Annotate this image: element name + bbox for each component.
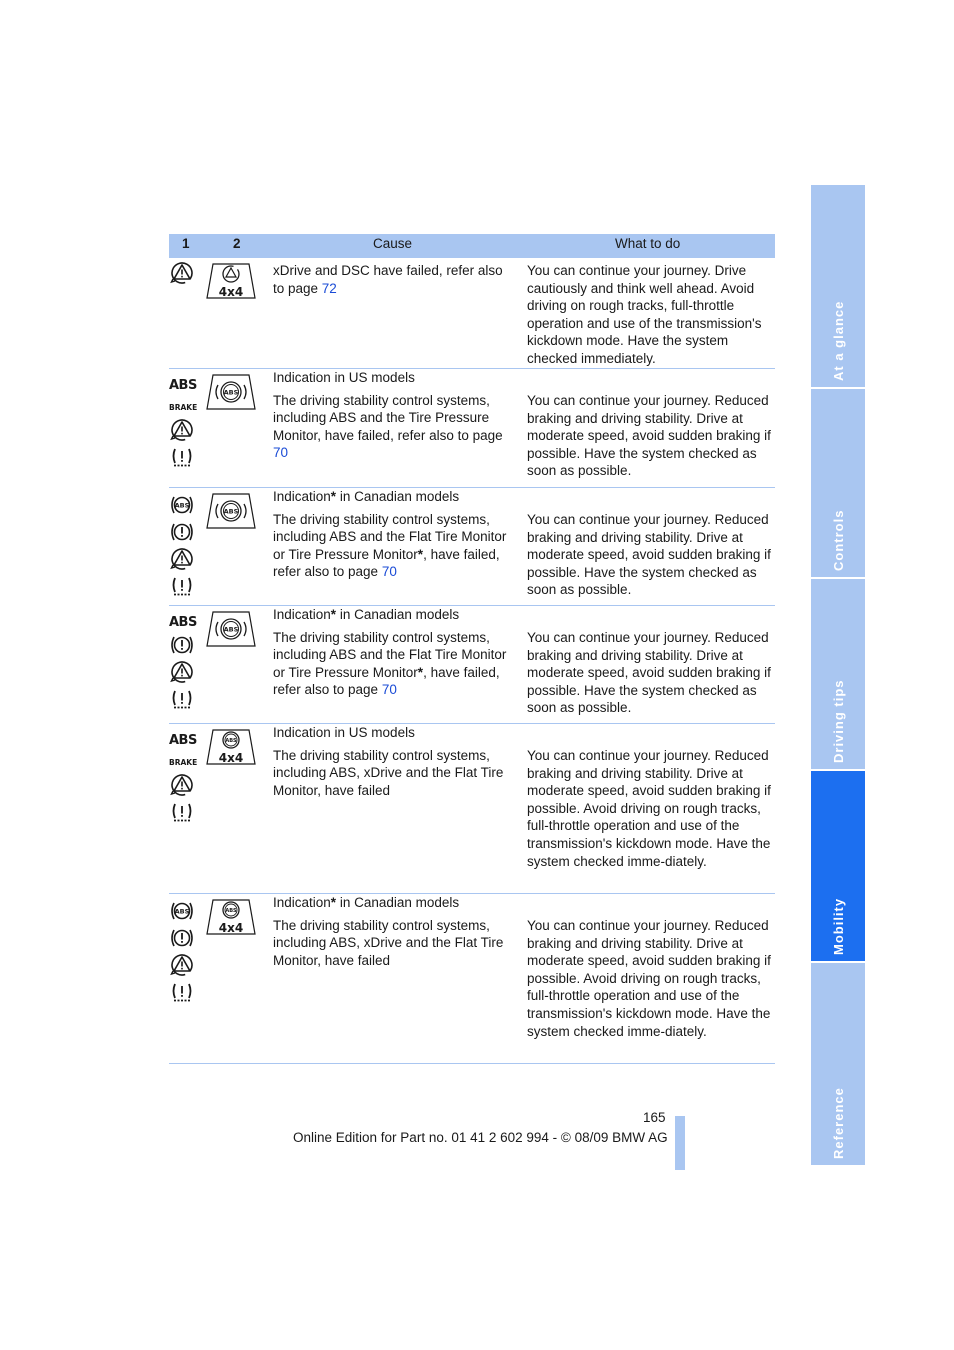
cause-cell [273, 488, 517, 581]
xdrive-triangle-display-icon [205, 262, 257, 300]
page-number: 165 [643, 1110, 666, 1125]
row-heading [273, 606, 517, 624]
tire-pressure-warning-icon [169, 446, 195, 468]
what-to-do-text: You can continue your journey. Reduced braking and driving stability. Drive at moderate speed, avoid sudden braking if possible. Have the system checked as soon as possible. [527, 512, 771, 598]
tab-at-a-glance[interactable] [811, 185, 865, 387]
header-col1: 1 [182, 236, 190, 251]
page-reference-link[interactable]: 70 [381, 682, 397, 698]
indicator-lamps [169, 375, 201, 468]
cause-cell [273, 262, 517, 297]
abs-label: ABS [225, 738, 237, 745]
abs-lamp-icon: ABS [169, 733, 197, 748]
tab-controls[interactable] [811, 389, 865, 577]
cause-text: The driving stability control systems, including ABS and the Tire Pressure Monitor, have failed, refer also to page [273, 392, 503, 443]
control-display-symbol [205, 373, 259, 411]
abs-xdrive-display-icon [205, 898, 257, 936]
page-reference-link[interactable]: 70 [273, 445, 289, 461]
abs-label: ABS [223, 625, 239, 634]
tab-label: At a glance [831, 300, 846, 381]
what-to-do-text: You can continue your journey. Drive cautiously and think well ahead. Avoid driving on rough tracks, full-throttle operation and use of the transmission's kickdown mode. Have the system checked immediately. [527, 263, 762, 366]
heading-text: in Canadian models [336, 895, 460, 910]
tire-pressure-warning-icon [169, 688, 195, 710]
indicator-lamps [169, 730, 201, 823]
what-to-do-text: You can continue your journey. Reduced braking and driving stability. Drive at moderate speed, avoid sudden braking if possible. Have the system checked as soon as possible. [527, 630, 771, 716]
tab-label: Reference [831, 1087, 846, 1159]
optional-equipment-star: * [417, 546, 424, 562]
indicator-lamps [169, 494, 201, 597]
xdrive-label: 4x4 [218, 751, 244, 765]
indicator-lamps [169, 612, 201, 710]
page-reference-link[interactable]: 72 [321, 280, 337, 296]
table-header [169, 234, 775, 258]
control-display-symbol [205, 262, 259, 300]
header-what-to-do: What to do [615, 236, 681, 251]
tire-pressure-warning-icon [169, 575, 195, 597]
what-to-do-cell [527, 392, 773, 480]
optional-equipment-star: * [330, 607, 337, 622]
abs-lamp-icon: ABS [169, 378, 197, 393]
row-heading: Indication in US models [273, 725, 415, 740]
what-to-do-text: You can continue your journey. Reduced braking and driving stability. Drive at moderate speed, avoid sudden braking if possible. Have the system checked as soon as possible. [527, 393, 771, 479]
abs-circle-lamp-icon [169, 494, 195, 516]
tire-pressure-warning-icon [169, 981, 195, 1003]
abs-circle-lamp-icon [169, 900, 195, 922]
heading-text: Indication [273, 607, 331, 622]
optional-equipment-star: * [330, 895, 337, 910]
tab-reference[interactable] [811, 963, 865, 1165]
stability-warning-triangle-icon [169, 774, 195, 796]
abs-label: ABS [223, 507, 239, 516]
chapter-tabs [811, 185, 865, 1165]
warning-table [169, 234, 775, 1064]
what-to-do-cell [527, 511, 773, 599]
tab-mobility[interactable] [811, 771, 865, 961]
header-col2: 2 [233, 236, 241, 251]
cause-text: The driving stability control systems, including ABS, xDrive and the Flat Tire Monitor, have failed [273, 747, 504, 798]
cause-cell [273, 369, 517, 462]
abs-xdrive-display-icon [205, 728, 257, 766]
stability-warning-triangle-icon [169, 419, 195, 441]
what-to-do-cell [527, 917, 773, 1040]
what-to-do-text: You can continue your journey. Reduced braking and driving stability. Drive at moderate speed, avoid sudden braking if possible. Avoid driving on rough tracks, full-throttle operation and use of the transmission's kickdown mode. Have the system checked imme-diately. [527, 748, 771, 869]
xdrive-label: 4x4 [218, 285, 244, 299]
stability-warning-triangle-icon [169, 954, 195, 976]
row-heading: Indication in US models [273, 370, 415, 385]
table-row [169, 606, 775, 724]
cause-text: xDrive and DSC have failed, refer also to page [273, 263, 503, 296]
heading-text: Indication [273, 895, 331, 910]
heading-text: in Canadian models [336, 607, 460, 622]
abs-label: ABS [225, 908, 237, 915]
table-row [169, 488, 775, 606]
control-display-symbol [205, 728, 259, 766]
tab-driving-tips[interactable] [811, 579, 865, 769]
cause-text: , have failed, refer also to page [273, 546, 500, 580]
row-heading [273, 488, 517, 506]
abs-display-icon [205, 373, 257, 411]
control-display-symbol [205, 898, 259, 936]
indicator-lamps [169, 262, 201, 284]
cause-cell [273, 724, 517, 799]
cause-cell [273, 606, 517, 699]
what-to-do-cell [527, 262, 773, 368]
abs-display-icon [205, 610, 257, 648]
cause-text: The driving stability control systems, including ABS, xDrive and the Flat Tire Monitor, have failed [273, 917, 504, 968]
control-display-symbol [205, 492, 259, 530]
cause-text: , have failed, refer also to page [273, 664, 500, 698]
what-to-do-cell [527, 747, 773, 870]
row-heading [273, 894, 517, 912]
abs-lamp-icon: ABS [169, 615, 197, 630]
footer-accent-bar [675, 1116, 685, 1170]
tab-label: Driving tips [831, 679, 846, 763]
table-row [169, 724, 775, 894]
table-row [169, 369, 775, 488]
xdrive-label: 4x4 [218, 921, 244, 935]
what-to-do-text: You can continue your journey. Reduced braking and driving stability. Drive at moderate speed, avoid sudden braking if possible. Avoid driving on rough tracks, full-throttle operation and use of the transmission's kickdown mode. Have the system checked imme-diately. [527, 918, 771, 1039]
control-display-symbol [205, 610, 259, 648]
brake-lamp-icon: BRAKE [169, 403, 198, 412]
optional-equipment-star: * [417, 664, 424, 680]
brake-lamp-icon: BRAKE [169, 758, 198, 767]
tab-label: Controls [831, 509, 846, 571]
stability-warning-triangle-icon [169, 548, 195, 570]
heading-text: in Canadian models [336, 489, 460, 504]
table-row [169, 894, 775, 1064]
stability-warning-triangle-icon [169, 262, 195, 284]
table-row [169, 258, 775, 369]
tire-pressure-warning-icon [169, 801, 195, 823]
cause-cell [273, 894, 517, 969]
tab-label: Mobility [831, 897, 846, 955]
header-cause: Cause [373, 236, 413, 251]
indicator-lamps [169, 900, 201, 1003]
what-to-do-cell [527, 629, 773, 717]
stability-warning-triangle-icon [169, 661, 195, 683]
abs-display-icon [205, 492, 257, 530]
cause-text: The driving stability control systems, including ABS and the Flat Tire Monitor or Tire Pressure Monitor [273, 629, 507, 680]
brake-warning-circle-icon [169, 521, 195, 543]
brake-warning-circle-icon [169, 634, 195, 656]
page-reference-link[interactable]: 70 [381, 564, 397, 580]
edition-notice: Online Edition for Part no. 01 41 2 602 994 - © 08/09 BMW AG [293, 1130, 668, 1145]
cause-text: The driving stability control systems, including ABS and the Flat Tire Monitor or Tire Pressure Monitor [273, 511, 507, 562]
optional-equipment-star: * [330, 489, 337, 504]
heading-text: Indication [273, 489, 331, 504]
abs-label: ABS [223, 388, 239, 397]
brake-warning-circle-icon [169, 927, 195, 949]
